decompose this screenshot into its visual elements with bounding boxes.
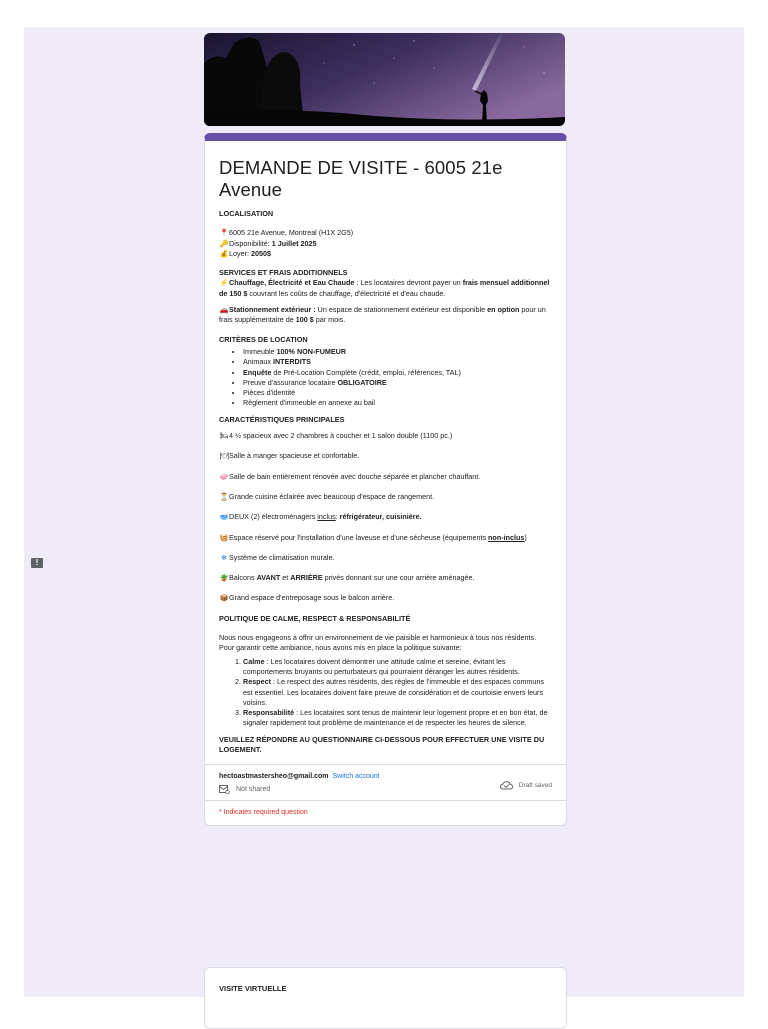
- feature-item: ❄ Système de climatisation murale.: [220, 552, 335, 562]
- bed-icon: 🛏: [219, 431, 229, 441]
- draft-saved-label: Draft saved: [518, 782, 552, 790]
- feature-item: 🧼Salle de bain entièrement rénovée avec douche séparée et plancher chauffant.: [219, 471, 481, 481]
- form-title: DEMANDE DE VISITE - 6005 21e Avenue: [219, 157, 503, 200]
- not-shared-label: Not shared: [236, 786, 271, 794]
- services-heading: SERVICES ET FRAIS ADDITIONNELS: [219, 268, 348, 278]
- criteria-heading: CRITÈRES DE LOCATION: [219, 334, 308, 344]
- bowl-icon: 🥣: [219, 512, 229, 522]
- required-note: * Indicates required question: [205, 800, 566, 825]
- question-card: [204, 967, 567, 1029]
- key-icon: 🔑: [219, 238, 229, 248]
- header-banner-image: [204, 33, 565, 126]
- lightning-icon: ⚡: [219, 278, 229, 288]
- feature-item: ⏳Grande cuisine éclairée avec beaucoup d'espace de rangement.: [219, 491, 435, 501]
- feature-item: 🍽Salle à manger spacieuse et confortable.: [219, 451, 360, 461]
- car-icon: 🚗: [219, 305, 229, 315]
- feature-item: 📦Grand espace d'entreposage sous le balcon arrière.: [219, 593, 395, 603]
- soap-icon: 🧼: [219, 471, 229, 481]
- list-item: • Animaux INTERDITS: [243, 357, 552, 367]
- list-item: • Pièces d'identité: [243, 388, 552, 398]
- list-item: 1. Calme : Les locataires doivent démontrer une attitude calme et sereine, évitant les comportements bruyants ou perturbateurs qui pourraient déranger les autres résidents.: [243, 657, 552, 678]
- policy-heading: POLITIQUE DE CALME, RESPECT & RESPONSABILITÉ: [219, 613, 411, 623]
- account-email: hectoastmastersheo@gmail.com: [219, 773, 329, 781]
- switch-account-link[interactable]: Switch account: [332, 773, 380, 781]
- criteria-list: [219, 347, 552, 409]
- list-item: • Enquête de Pré-Location Complète (crédit, emploi, références, TAL): [243, 368, 552, 378]
- localisation-heading: LOCALISATION: [219, 209, 274, 218]
- list-item: • Immeuble 100% NON-FUMEUR: [243, 347, 552, 357]
- cloud-check-icon: [500, 781, 513, 790]
- form-header-card: [204, 133, 567, 826]
- snowflake-icon: ❄: [220, 552, 228, 562]
- list-item: 3. Responsabilité : Les locataires sont tenus de maintenir leur logement propre et en bon état, de signaler rapidement tout problème de maintenance et de respecter les heures de silence.: [243, 708, 552, 729]
- availability-line: 🔑Disponibilité: 1 Juillet 2025: [219, 238, 317, 248]
- money-bag-icon: 💰: [219, 248, 229, 258]
- list-item: 2. Respect : Le respect des autres résidents, des règles de l'immeuble et des espaces communs est essentiel. Les locataires doivent faire preuve de considération et de courtoisie envers leurs voisins.: [243, 677, 552, 708]
- draft-status: [500, 781, 552, 790]
- parking-paragraph: 🚗Stationnement extérieur : Un espace de stationnement extérieur est disponible en option pour un frais supplémentaire de 100 $ par mois.: [219, 305, 546, 325]
- utilities-paragraph: ⚡Chauffage, Électricité et Eau Chaude : Les locataires devront payer un frais mensuel additionnel de 150 $ couvrant les coûts de chauffage, d'électricité et d'eau chaude.: [219, 278, 550, 298]
- feature-item: 🪴Balcons AVANT et ARRIÈRE privés donnant sur une cour arrière aménagée.: [219, 573, 475, 583]
- hourglass-icon: ⏳: [219, 491, 229, 501]
- feature-item: 🧺Espace réservé pour l'installation d'une laveuse et d'une sécheuse (équipements non-inclus): [219, 532, 527, 542]
- features-heading: CARACTÉRISTIQUES PRINCIPALES: [219, 414, 345, 424]
- pin-icon: 📍: [219, 228, 229, 238]
- account-bar: [205, 764, 566, 800]
- address-line: 📍6005 21e Avenue, Montreal (H1X 2G5): [219, 228, 354, 238]
- feature-item: 🥣DEUX (2) électroménagers inclus: réfrigérateur, cuisinière.: [219, 512, 422, 522]
- list-item: • Preuve d'assurance locataire OBLIGATOIRE: [243, 378, 552, 388]
- section-title: VISITE VIRTUELLE: [219, 984, 287, 993]
- not-shared-icon: [219, 785, 230, 794]
- policy-list: [219, 657, 552, 729]
- list-item: • Règlement d'immeuble en annexe au bail: [243, 398, 552, 408]
- basket-icon: 🧺: [219, 532, 229, 542]
- plant-icon: 🪴: [219, 573, 229, 583]
- cta-text: VEUILLEZ RÉPONDRE AU QUESTIONNAIRE CI-DESSOUS POUR EFFECTUER UNE VISITE DU LOGEMENT.: [219, 734, 545, 754]
- feature-item: 🛏4 ½ spacieux avec 2 chambres à coucher et 1 salon double (1100 pc.): [219, 431, 453, 441]
- dining-icon: 🍽: [219, 451, 229, 461]
- box-icon: 📦: [219, 593, 229, 603]
- policy-intro: Nous nous engageons à offrir un environnement de vie paisible et harmonieux à tous nos résidents. Pour garantir cette ambiance, nous avons mis en place la politique suivante:: [219, 633, 537, 653]
- report-icon[interactable]: !: [31, 558, 43, 568]
- rent-line: 💰Loyer: 2050$: [219, 248, 271, 258]
